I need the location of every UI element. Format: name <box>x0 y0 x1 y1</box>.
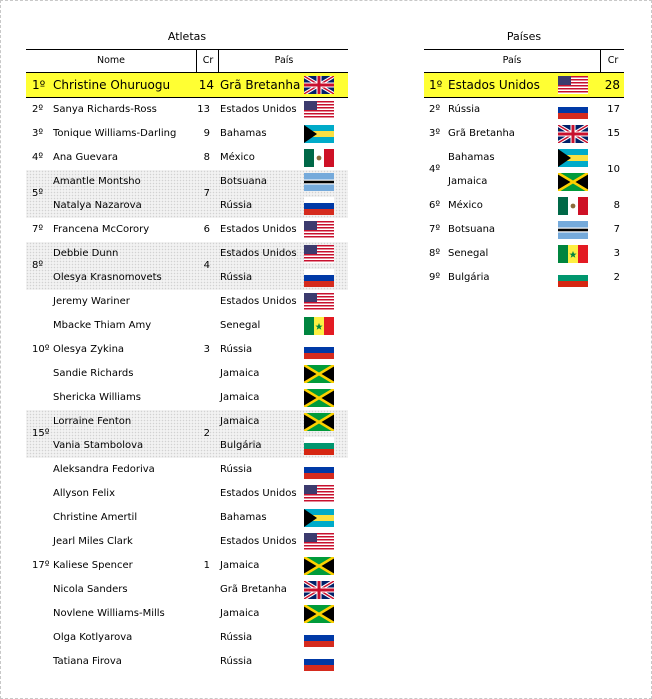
country-cr: 7 <box>613 224 620 235</box>
group-cr: 13 <box>197 104 210 115</box>
uk-flag-icon <box>304 76 334 94</box>
athlete-row <box>26 218 348 242</box>
athlete-name: Debbie Dunn <box>53 248 119 259</box>
leader-cr: 28 <box>604 78 620 92</box>
athlete-name: Vania Stambolova <box>53 440 144 451</box>
russia-flag-icon <box>304 197 334 215</box>
country-row <box>424 170 624 194</box>
leader-rank: 1º <box>32 78 46 92</box>
group-rank: 17º <box>32 560 50 571</box>
athlete-row <box>26 98 348 122</box>
group-rank: 5º <box>32 188 44 199</box>
athlete-country: Rússia <box>220 200 253 211</box>
athlete-row <box>26 242 348 266</box>
athlete-country: Estados Unidos <box>220 248 297 259</box>
athlete-row <box>26 434 348 458</box>
header-pais: País <box>218 50 349 72</box>
athlete-row <box>26 170 348 194</box>
uk-flag-icon <box>304 581 334 599</box>
botswana-flag-icon <box>558 221 588 239</box>
senegal-flag-icon <box>558 245 588 263</box>
country-cr: 2 <box>613 272 620 283</box>
country-name: Jamaica <box>448 176 488 187</box>
leader-rank: 1º <box>429 78 443 92</box>
jamaica-flag-icon <box>304 365 334 383</box>
usa-flag-icon <box>304 293 334 311</box>
group-rank: 15º <box>32 428 50 439</box>
usa-flag-icon <box>558 76 588 94</box>
athlete-country: Bahamas <box>220 128 267 139</box>
athlete-country: Estados Unidos <box>220 104 297 115</box>
paises-header <box>424 49 624 73</box>
group-cr: 6 <box>203 224 210 235</box>
country-row <box>424 194 624 218</box>
athlete-name: Olesya Krasnomovets <box>53 272 162 283</box>
athlete-name: Tonique Williams-Darling <box>53 128 177 139</box>
athlete-country: Jamaica <box>220 416 260 427</box>
country-cr: 15 <box>607 128 620 139</box>
group-cr: 8 <box>203 152 210 163</box>
athlete-country: Jamaica <box>220 392 260 403</box>
athlete-name: Jeremy Wariner <box>53 296 130 307</box>
country-rank: 9º <box>429 272 441 283</box>
athlete-country: Rússia <box>220 344 253 355</box>
country-cr: 17 <box>607 104 620 115</box>
country-rank: 2º <box>429 104 441 115</box>
header-pais: País <box>502 55 522 66</box>
atletas-title: Atletas <box>167 30 207 43</box>
group-cr: 4 <box>203 260 210 271</box>
country-row <box>424 266 624 290</box>
athlete-country: Jamaica <box>220 560 260 571</box>
athlete-row <box>26 290 348 314</box>
jamaica-flag-icon <box>304 557 334 575</box>
athlete-name: Tatiana Firova <box>53 656 122 667</box>
mexico-flag-icon <box>304 149 334 167</box>
athlete-country: Estados Unidos <box>220 296 297 307</box>
athlete-name: Francena McCorory <box>53 224 150 235</box>
header-cr: Cr <box>600 50 625 72</box>
athlete-name: Kaliese Spencer <box>53 560 133 571</box>
country-cr: 8 <box>613 200 620 211</box>
group-rank: 7º <box>32 224 44 235</box>
russia-flag-icon <box>304 341 334 359</box>
group-cr: 3 <box>203 344 210 355</box>
athlete-country: Estados Unidos <box>220 224 297 235</box>
country-name: Grã Bretanha <box>448 128 515 139</box>
jamaica-flag-icon <box>304 605 334 623</box>
athlete-name: Ana Guevara <box>53 152 119 163</box>
athlete-country: Jamaica <box>220 368 260 379</box>
group-cr: 2 <box>203 428 210 439</box>
bahamas-flag-icon <box>558 149 588 167</box>
country-rank: 7º <box>429 224 441 235</box>
athlete-name: Sandie Richards <box>53 368 134 379</box>
uk-flag-icon <box>558 125 588 143</box>
paises-title: Países <box>506 30 542 43</box>
usa-flag-icon <box>304 245 334 263</box>
usa-flag-icon <box>304 485 334 503</box>
athlete-country: Botsuana <box>220 176 268 187</box>
athlete-name: Aleksandra Fedoriva <box>53 464 155 475</box>
athlete-name: Olga Kotlyarova <box>53 632 133 643</box>
athlete-name: Sanya Richards-Ross <box>53 104 157 115</box>
athlete-row <box>26 530 348 554</box>
athlete-row <box>26 386 348 410</box>
athlete-country: Estados Unidos <box>220 536 297 547</box>
athlete-country: Grã Bretanha <box>220 584 287 595</box>
leader-country-row <box>424 73 624 98</box>
group-cr: 9 <box>203 128 210 139</box>
leader-cr: 14 <box>198 78 214 92</box>
athlete-name: Christine Amertil <box>53 512 138 523</box>
russia-flag-icon <box>304 629 334 647</box>
leader-country: Estados Unidos <box>448 78 540 92</box>
country-rank: 8º <box>429 248 441 259</box>
athlete-row <box>26 554 348 578</box>
group-rank: 4º <box>32 152 44 163</box>
athlete-row <box>26 482 348 506</box>
athlete-row <box>26 146 348 170</box>
athlete-name: Amantle Montsho <box>53 176 141 187</box>
bulgaria-flag-icon <box>304 437 334 455</box>
country-name: Botsuana <box>448 224 496 235</box>
country-rank: 4º <box>429 164 441 175</box>
group-rank: 3º <box>32 128 44 139</box>
athlete-row <box>26 122 348 146</box>
athlete-name: Allyson Felix <box>53 488 115 499</box>
group-rank: 10º <box>32 344 50 355</box>
athlete-name: Novlene Williams-Mills <box>53 608 165 619</box>
botswana-flag-icon <box>304 173 334 191</box>
mexico-flag-icon <box>558 197 588 215</box>
jamaica-flag-icon <box>304 413 334 431</box>
header-cr: Cr <box>196 50 219 72</box>
athlete-row <box>26 314 348 338</box>
usa-flag-icon <box>304 221 334 239</box>
country-row <box>424 98 624 122</box>
country-name: Senegal <box>448 248 489 259</box>
athlete-country: Rússia <box>220 656 253 667</box>
country-cr: 3 <box>613 248 620 259</box>
country-name: Bulgária <box>448 272 490 283</box>
athlete-name: Shericka Williams <box>53 392 142 403</box>
athlete-row <box>26 458 348 482</box>
athlete-row <box>26 578 348 602</box>
athlete-name: Jearl Miles Clark <box>53 536 133 547</box>
athlete-row <box>26 410 348 434</box>
group-cr: 7 <box>203 188 210 199</box>
senegal-flag-icon <box>304 317 334 335</box>
athlete-name: Nicola Sanders <box>53 584 128 595</box>
usa-flag-icon <box>304 533 334 551</box>
russia-flag-icon <box>304 653 334 671</box>
jamaica-flag-icon <box>558 173 588 191</box>
country-name: México <box>448 200 483 211</box>
leader-row <box>26 73 348 98</box>
athlete-row <box>26 650 348 674</box>
header-nome: Nome <box>96 55 126 66</box>
jamaica-flag-icon <box>304 389 334 407</box>
leader-name: Christine Ohuruogu <box>53 78 171 92</box>
country-row <box>424 146 624 170</box>
athlete-country: México <box>220 152 255 163</box>
athlete-country: Senegal <box>220 320 261 331</box>
bulgaria-flag-icon <box>558 269 588 287</box>
country-row <box>424 218 624 242</box>
athlete-country: Bulgária <box>220 440 262 451</box>
group-cr: 1 <box>203 560 210 571</box>
russia-flag-icon <box>558 101 588 119</box>
athlete-country: Rússia <box>220 272 253 283</box>
athlete-name: Lorraine Fenton <box>53 416 132 427</box>
country-rank: 6º <box>429 200 441 211</box>
athlete-row <box>26 338 348 362</box>
russia-flag-icon <box>304 461 334 479</box>
country-cr: 10 <box>607 164 620 175</box>
athlete-row <box>26 602 348 626</box>
athlete-row <box>26 506 348 530</box>
athlete-country: Rússia <box>220 464 253 475</box>
athlete-country: Bahamas <box>220 512 267 523</box>
country-row <box>424 242 624 266</box>
athlete-name: Natalya Nazarova <box>53 200 142 211</box>
athlete-name: Mbacke Thiam Amy <box>53 320 152 331</box>
athlete-row <box>26 266 348 290</box>
group-rank: 8º <box>32 260 44 271</box>
athlete-row <box>26 194 348 218</box>
usa-flag-icon <box>304 101 334 119</box>
country-name: Rússia <box>448 104 481 115</box>
athlete-row <box>26 626 348 650</box>
bahamas-flag-icon <box>304 125 334 143</box>
athlete-row <box>26 362 348 386</box>
country-row <box>424 122 624 146</box>
group-rank: 2º <box>32 104 44 115</box>
country-name: Bahamas <box>448 152 495 163</box>
bahamas-flag-icon <box>304 509 334 527</box>
athlete-country: Jamaica <box>220 608 260 619</box>
athlete-country: Rússia <box>220 632 253 643</box>
country-rank: 3º <box>429 128 441 139</box>
leader-country: Grã Bretanha <box>220 78 301 92</box>
athlete-country: Estados Unidos <box>220 488 297 499</box>
atletas-header <box>26 49 348 73</box>
athlete-name: Olesya Zykina <box>53 344 125 355</box>
russia-flag-icon <box>304 269 334 287</box>
